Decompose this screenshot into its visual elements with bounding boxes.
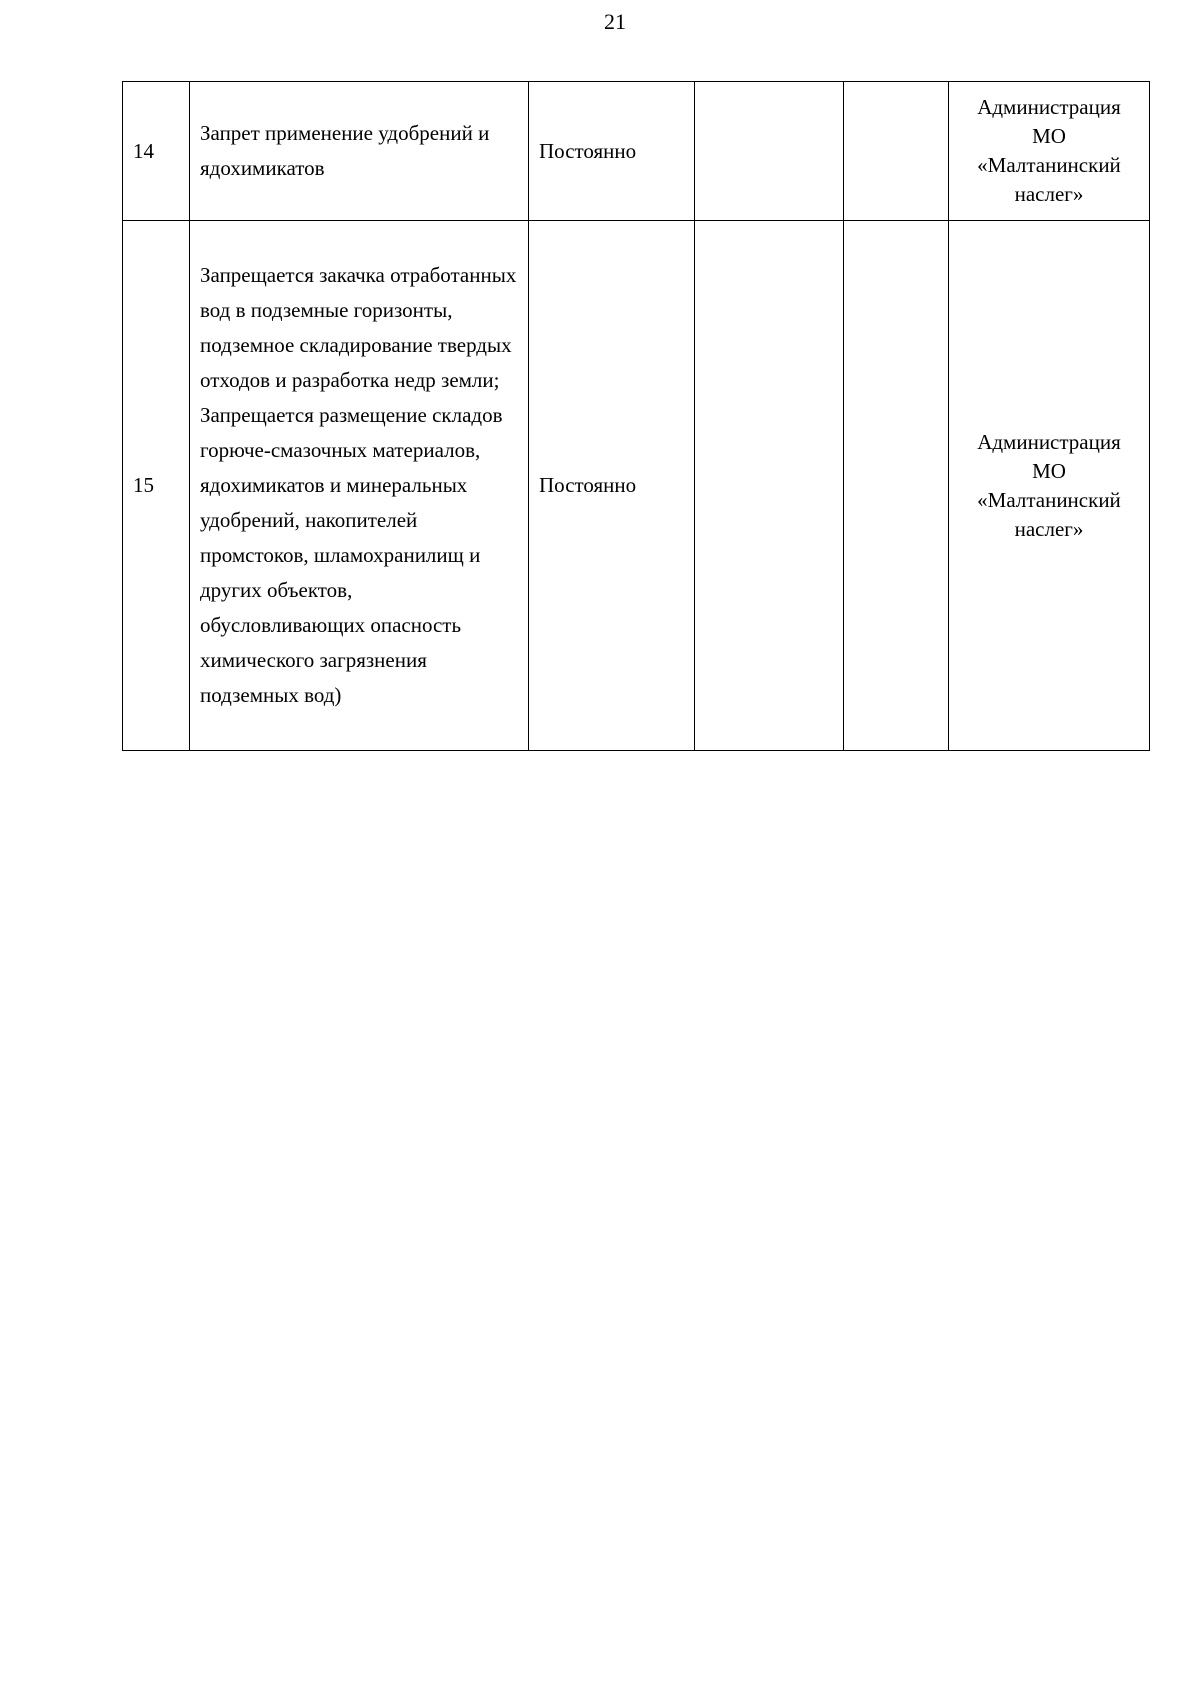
responsible-line: Администрация: [977, 429, 1121, 454]
term-cell: Постоянно: [529, 82, 695, 221]
row-number-cell: 14: [123, 82, 190, 221]
measure-text: Запрет применение удобрений и ядохимикатов: [200, 121, 490, 180]
responsible-cell: [949, 221, 1150, 751]
page-number: 21: [604, 9, 626, 34]
measure-cell: [190, 221, 529, 751]
empty-cell: [695, 82, 844, 221]
measures-table: [122, 81, 1150, 751]
responsible-line: МО: [1032, 124, 1066, 148]
responsible-line: наслег»: [1014, 182, 1084, 206]
measure-cell: [190, 82, 529, 221]
table-row: [123, 82, 1150, 221]
responsible-line: «Малтанинский: [977, 487, 1121, 512]
empty-cell: [844, 82, 949, 221]
term-cell: Постоянно: [529, 221, 695, 751]
row-number-cell: 15: [123, 221, 190, 751]
responsible-line: наслег»: [1014, 516, 1084, 541]
table-row: [123, 221, 1150, 751]
empty-cell: [844, 221, 949, 751]
responsible-cell: [949, 82, 1150, 221]
responsible-line: «Малтанинский: [977, 153, 1121, 177]
responsible-line: Администрация: [977, 95, 1121, 119]
empty-cell: [695, 221, 844, 751]
responsible-line: МО: [1032, 458, 1066, 483]
measure-text: Запрещается закачка отработанных вод в подземные горизонты, подземное складирование твердых отходов и разработка недр земли; Запрещается размещение складов горюче-смазочных материалов, ядохимикатов и минеральных удобрений, накопителей промстоков, шламохранилищ и других объектов, обусловливающих опасность химического загрязнения подземных вод): [200, 263, 517, 707]
